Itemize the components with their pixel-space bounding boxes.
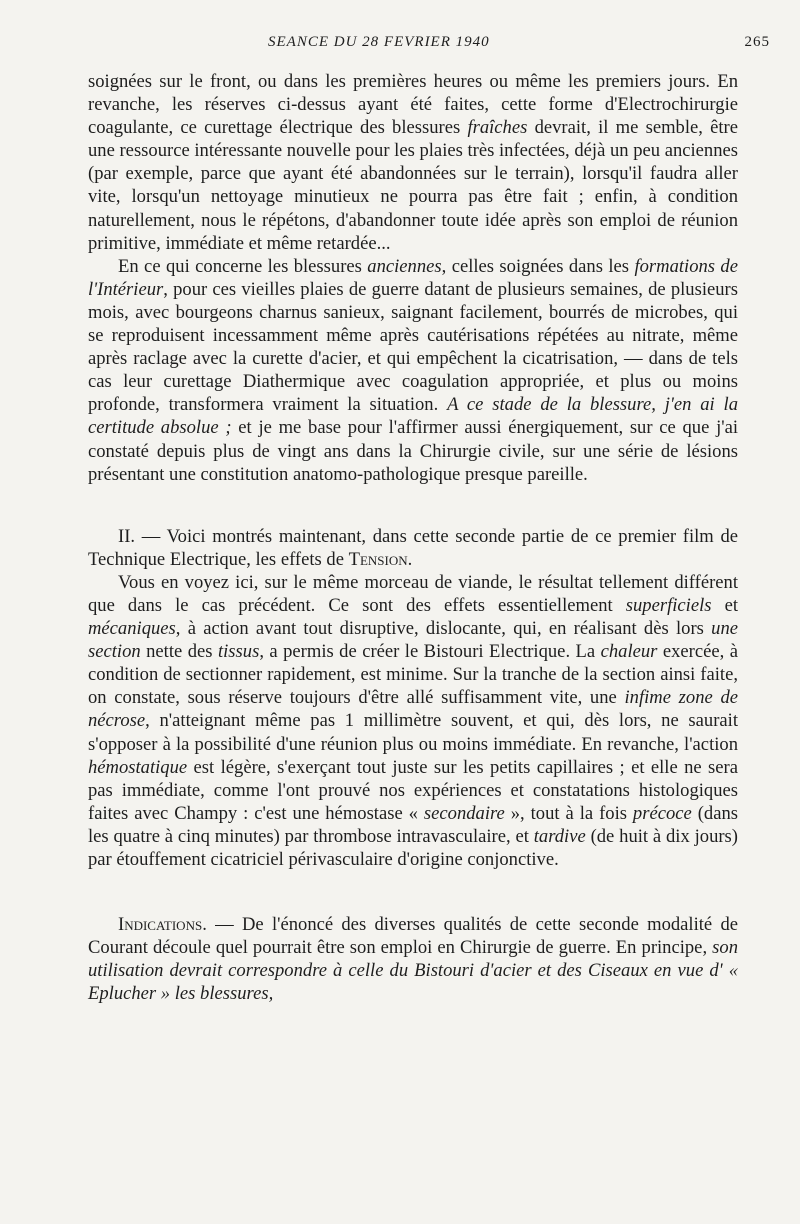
running-title: SEANCE DU 28 FEVRIER 1940 bbox=[268, 34, 490, 50]
paragraph-2: En ce qui concerne les blessures anciennes, celles soignées dans les formations de l'Intérieur, pour ces vieilles plaies de guerre datant de plusieurs semaines, de plusieurs mois, avec bourgeons charnus sanieux, saignant facilement, bourrés de microbes, qui se reproduisent incessamment même après cautérisations répétées au nitrate, même après raclage avec la curette d'acier, et qui empêchent la cicatrisation, — dans de tels cas leur curettage Diathermique avec coagulation appropriée, et plus ou moins profonde, transformera vraiment la situation. A ce stade de la blessure, j'en ai la certitude absolue ; et je me base pour l'affirmer aussi énergiquement, sur ce que j'ai constaté depuis plus de vingt ans dans la Chirurgie civile, sur une série de lésions présentant une constitution anatomo-pathologique presque pareille. bbox=[88, 255, 739, 485]
body-text bbox=[88, 70, 738, 1005]
paragraph-3: II. — Voici montrés maintenant, dans cette seconde partie de ce premier film de Technique Electrique, les effets de Tension. bbox=[88, 525, 738, 570]
paragraph-5: Indications. — De l'énoncé des diverses qualités de cette seconde modalité de Courant découle quel pourrait être son emploi en Chirurgie de guerre. En principe, son utilisation devrait correspondre à celle du Bistouri d'acier et des Ciseaux en vue d' « Eplucher » les blessures, bbox=[88, 914, 738, 1005]
page-number: 265 bbox=[744, 34, 770, 50]
section-gap bbox=[88, 871, 738, 913]
paragraph-1: soignées sur le front, ou dans les premières heures ou même les premiers jours. En revanche, les réserves ci-dessus ayant été faites, cette forme d'Electrochirurgie coagulante, ce curettage électrique des blessures fraîches devrait, il me semble, être une ressource intéressante nouvelle pour les plaies très infectées, déjà un peu anciennes (par exemple, parce que ayant été abandonnées sur le terrain), lorsqu'il faudra aller vite, lorsqu'un nettoyage minutieux ne pourra pas être fait ; enfin, à condition naturellement, nous le répétons, d'abandonner toute idée après son emploi de réunion primitive, immédiate et même retardée... bbox=[88, 71, 739, 254]
section-gap bbox=[88, 486, 738, 525]
paragraph-4: Vous en voyez ici, sur le même morceau de viande, le résultat tellement différent que dans le cas précédent. Ce sont des effets essentiellement superficiels et mécaniques, à action avant tout disruptive, dislocante, qui, en réalisant dès lors une section nette des tissus, a permis de créer le Bistouri Electrique. La chaleur exercée, à condition de sectionner rapidement, est minime. Sur la tranche de la section ainsi faite, on constate, sous réserve toujours d'être allé suffisamment vite, une infime zone de nécrose, n'atteignant même pas 1 millimètre souvent, et qui, dès lors, ne saurait s'opposer à la possibilité d'une réunion plus ou moins immédiate. En revanche, l'action hémostatique est légère, s'exerçant tout juste sur les petits capillaires ; et elle ne sera pas immédiate, comme l'ont prouvé nos expériences et constatations histologiques faites avec Champy : c'est une hémostase « secondaire », tout à la fois précoce (dans les quatre à cinq minutes) par thrombose intravasculaire, et tardive (de huit à dix jours) par étouffement cicatriciel périvasculaire d'origine conjonctive. bbox=[88, 571, 738, 870]
